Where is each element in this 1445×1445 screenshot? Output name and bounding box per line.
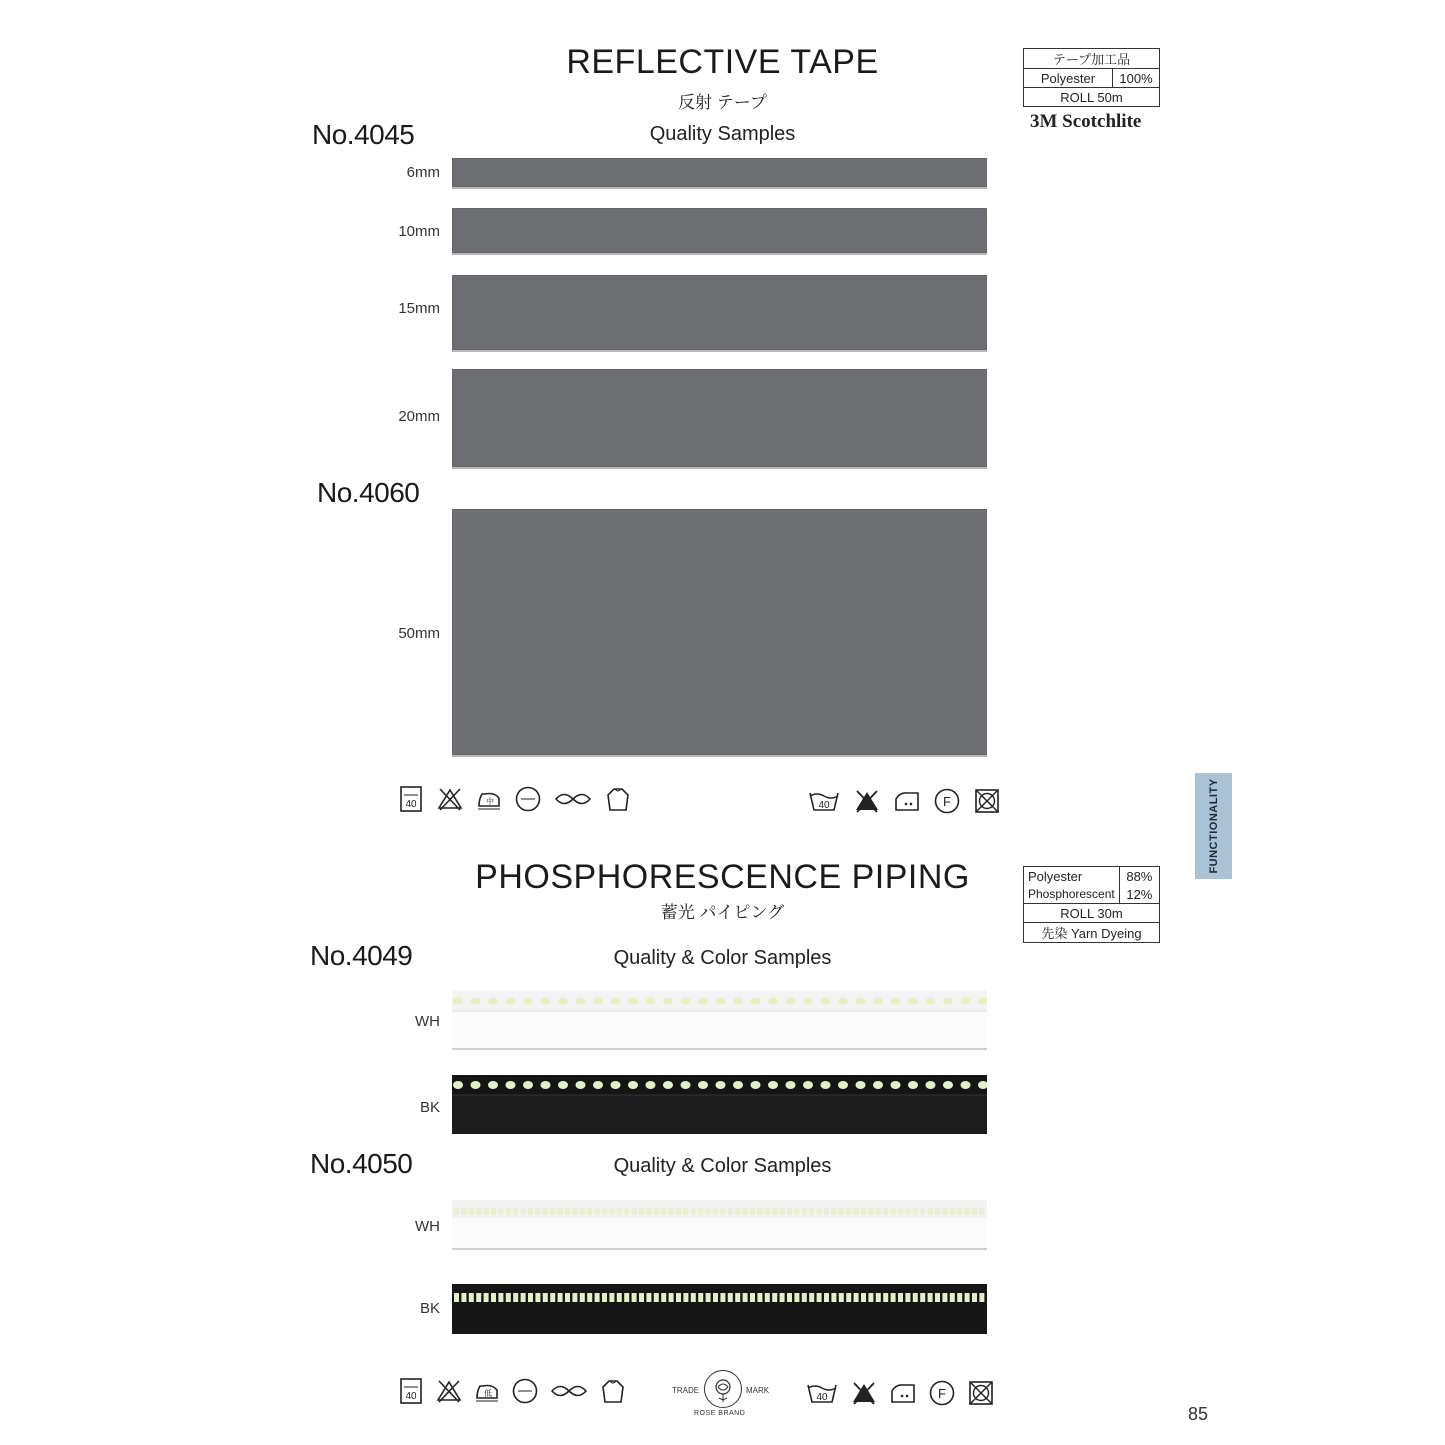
quality-samples-heading: Quality Samples [649, 123, 796, 145]
page-number: 85 [1188, 1404, 1209, 1424]
size-label-6mm: 6mm [406, 164, 440, 181]
phosphor-dot [663, 998, 673, 1005]
svg-text:F: F [938, 1386, 946, 1401]
phosphor-dot [926, 1081, 936, 1089]
phosphor-segment [735, 1208, 740, 1215]
phosphor-dot [558, 1081, 568, 1089]
phosphor-segment [817, 1208, 822, 1215]
phosphor-segment [883, 1293, 888, 1302]
phosphor-segment [565, 1293, 570, 1302]
care-icons-right-2 [806, 1380, 994, 1406]
phosphor-segment [683, 1208, 688, 1215]
phosphor-dot [541, 1081, 551, 1089]
phosphor-segment [595, 1293, 600, 1302]
no-chlorine-bleach-icon [851, 1380, 877, 1406]
tape-sample-20mm [452, 369, 987, 467]
phosphor-dot [663, 1081, 673, 1089]
phosphor-segment [506, 1208, 511, 1215]
phosphor-segment [669, 1293, 674, 1302]
phosphor-segment [572, 1208, 577, 1215]
phosphor-dot [593, 998, 603, 1005]
phosphor-dot [786, 1081, 796, 1089]
tape-sample-6mm [452, 158, 987, 187]
phosphor-segment [513, 1293, 518, 1302]
phosphor-segment [780, 1208, 785, 1215]
phosphor-segment [654, 1293, 659, 1302]
phosphor-segment [617, 1208, 622, 1215]
phosphor-segment [898, 1293, 903, 1302]
phosphor-segment [691, 1293, 696, 1302]
quality-color-samples-heading-4049: Quality & Color Samples [613, 947, 832, 969]
phosphor-segment [558, 1208, 563, 1215]
no-tumble-dry-icon [968, 1380, 994, 1406]
wring-gently-icon [550, 1378, 588, 1404]
reflective-title: REFLECTIVE TAPE [566, 43, 879, 81]
iron-low-icon [474, 1378, 500, 1404]
phosphor-dot [576, 998, 586, 1005]
phosphor-segment [750, 1293, 755, 1302]
dry-clean-icon [515, 786, 541, 812]
phosphor-dot [471, 1081, 481, 1089]
rose-logo-icon [704, 1370, 742, 1408]
phosphor-segment [913, 1293, 918, 1302]
phosphor-dot [856, 1081, 866, 1089]
phosphor-dot [908, 1081, 918, 1089]
phosphor-segment [609, 1208, 614, 1215]
phosphor-segment [824, 1293, 829, 1302]
wash-40-hand-icon [398, 1378, 424, 1404]
phosphor-segment [905, 1293, 910, 1302]
phosphor-dot [541, 998, 551, 1005]
dry-clean-f-icon [934, 788, 960, 814]
phosphor-segment [928, 1208, 933, 1215]
phosphor-dot [943, 998, 953, 1005]
dry-hanging-icon [605, 786, 631, 812]
phosphor-dot [453, 998, 463, 1005]
phosphor-segment [891, 1293, 896, 1302]
color-label-bk-4049: BK [419, 1099, 440, 1116]
phosphor-dot [926, 998, 936, 1005]
phosphor-segment [935, 1293, 940, 1302]
phosphor-segment [587, 1293, 592, 1302]
phosphor-dot [646, 998, 656, 1005]
color-label-bk-4050: BK [419, 1300, 440, 1317]
phosphor-segment [743, 1208, 748, 1215]
no-chlorine-bleach-icon [854, 788, 880, 814]
phosphor-segment [757, 1208, 762, 1215]
phosphor-segment [565, 1208, 570, 1215]
phosphor-dot [611, 1081, 621, 1089]
phosphor-segment [794, 1208, 799, 1215]
size-label-10mm: 10mm [398, 223, 440, 240]
wash-40-hand-icon [398, 786, 424, 812]
phosphor-segment [780, 1293, 785, 1302]
phosphor-segment [772, 1208, 777, 1215]
phosphor-segment [942, 1208, 947, 1215]
phosphor-segment [580, 1208, 585, 1215]
phosphor-segment [572, 1293, 577, 1302]
phosphor-dot [751, 998, 761, 1005]
phosphor-segment [935, 1208, 940, 1215]
phosphor-segment [905, 1208, 910, 1215]
phosphor-segment [735, 1293, 740, 1302]
phosphor-segment [521, 1293, 526, 1302]
product-number-4049: No.4049 [310, 940, 413, 971]
phosphor-dot [628, 998, 638, 1005]
phosphor-dot [453, 1081, 463, 1089]
phosphor-dot [908, 998, 918, 1005]
phosphor-spec-box [1023, 866, 1160, 943]
phosphor-dot [698, 1081, 708, 1089]
phosphor-segment [654, 1208, 659, 1215]
phosphor-segment [817, 1293, 822, 1302]
phosphor-segment [676, 1293, 681, 1302]
phosphor-segment [876, 1293, 881, 1302]
size-label-20mm: 20mm [398, 408, 440, 425]
phosphor-dot [786, 998, 796, 1005]
phosphor-segment [624, 1208, 629, 1215]
phosphor-dot [681, 998, 691, 1005]
line-dry-icon [894, 788, 920, 814]
phosphor-segment [587, 1208, 592, 1215]
phosphor-segment [691, 1208, 696, 1215]
phosphor-segment [743, 1293, 748, 1302]
tape-sample-10mm [452, 208, 987, 253]
phosphor-segment [868, 1293, 873, 1302]
phosphor-segment [972, 1208, 977, 1215]
no-tumble-dry-icon [974, 788, 1000, 814]
phosphor-segment [669, 1208, 674, 1215]
trademark-trade-text: TRADE [672, 1386, 700, 1395]
phosphor-segment [461, 1293, 466, 1302]
no-bleach-icon [436, 1378, 462, 1404]
phosphor-dot [961, 1081, 971, 1089]
phosphor-segment [794, 1293, 799, 1302]
phosphor-segment [787, 1293, 792, 1302]
phosphor-dot [961, 998, 971, 1005]
svg-text:40: 40 [405, 1391, 417, 1402]
phosphor-segment [713, 1293, 718, 1302]
phosphor-segment [683, 1293, 688, 1302]
brand-3m-scotchlite: 3M Scotchlite [1030, 111, 1142, 132]
phosphor-dot [593, 1081, 603, 1089]
phosphor-segment [979, 1208, 984, 1215]
care-icons-left-1 [398, 786, 631, 812]
phosphor-dot [733, 998, 743, 1005]
phosphor-dot [751, 1081, 761, 1089]
phosphor-segment [831, 1293, 836, 1302]
phosphor-dot [943, 1081, 953, 1089]
phosphor-segment [476, 1208, 481, 1215]
phosphor-segment [972, 1293, 977, 1302]
phosphor-segment [728, 1293, 733, 1302]
phosphor-dot [873, 1081, 883, 1089]
phosphor-segment [913, 1208, 918, 1215]
phosphor-segment [484, 1293, 489, 1302]
phosphor-segment [765, 1208, 770, 1215]
phosphor-segment [617, 1293, 622, 1302]
dry-hanging-icon [600, 1378, 626, 1404]
phosphor-dot [803, 1081, 813, 1089]
phosphor-segment [609, 1293, 614, 1302]
phosphor-segment [639, 1208, 644, 1215]
phosphor-segment [580, 1293, 585, 1302]
phosphor-segment [491, 1293, 496, 1302]
phosphor-segment [528, 1208, 533, 1215]
phosphor-dot [733, 1081, 743, 1089]
phosphor-segment [491, 1208, 496, 1215]
phosphor-dot [891, 998, 901, 1005]
phosphor-segment [868, 1208, 873, 1215]
phosphor-segment [469, 1208, 474, 1215]
phosphor-segment [861, 1293, 866, 1302]
size-label-15mm: 15mm [398, 300, 440, 317]
phosphor-segment [728, 1208, 733, 1215]
spec-dye: 先染 Yarn Dyeing [1024, 923, 1160, 943]
phosphor-segment [802, 1208, 807, 1215]
phosphor-segment [861, 1208, 866, 1215]
phosphor-dot [506, 1081, 516, 1089]
color-label-wh-4050: WH [415, 1218, 440, 1235]
phosphor-dot [838, 1081, 848, 1089]
phosphor-segment [698, 1208, 703, 1215]
phosphor-segment [846, 1293, 851, 1302]
phosphor-segment [543, 1208, 548, 1215]
phosphor-segment [824, 1208, 829, 1215]
phosphor-segment [454, 1208, 459, 1215]
phosphor-segment [854, 1208, 859, 1215]
phosphor-segment [543, 1293, 548, 1302]
phosphor-segment [639, 1293, 644, 1302]
phosphor-dot [611, 998, 621, 1005]
phosphor-segment [854, 1293, 859, 1302]
phosphor-segment [506, 1293, 511, 1302]
quality-color-samples-heading-4050: Quality & Color Samples [613, 1155, 832, 1177]
rose-brand-trademark [672, 1368, 772, 1428]
side-tab-label: FUNCTIONALITY [1207, 778, 1220, 874]
wring-gently-icon [554, 786, 592, 812]
trademark-rose-brand-text: ROSE BRAND [694, 1410, 746, 1417]
phosphor-dot [681, 1081, 691, 1089]
phosphor-dot [628, 1081, 638, 1089]
phosphor-segment [713, 1208, 718, 1215]
phosphor-segment [646, 1208, 651, 1215]
phosphor-segment [632, 1293, 637, 1302]
phosphor-segment [550, 1293, 555, 1302]
reflective-subtitle: 反射 テープ [678, 93, 767, 112]
phosphor-dot [856, 998, 866, 1005]
phosphor-segment [839, 1293, 844, 1302]
phosphor-segment [965, 1293, 970, 1302]
phosphor-dot [821, 1081, 831, 1089]
svg-text:F: F [943, 794, 951, 809]
product-number-4050: No.4050 [310, 1148, 413, 1179]
phosphor-dot [576, 1081, 586, 1089]
dry-clean-icon [512, 1378, 538, 1404]
phosphor-segment [942, 1293, 947, 1302]
phosphor-dot [558, 998, 568, 1005]
phosphor-segment [757, 1293, 762, 1302]
spec-roll: ROLL 30m [1024, 904, 1160, 923]
phosphor-segment [558, 1293, 563, 1302]
phosphor-dot [523, 998, 533, 1005]
phosphor-dot [716, 1081, 726, 1089]
phosphor-segment [787, 1208, 792, 1215]
phosphor-segment [809, 1293, 814, 1302]
svg-text:40: 40 [816, 1392, 828, 1403]
spec-roll: ROLL 50m [1024, 88, 1160, 107]
svg-text:40: 40 [818, 800, 830, 811]
spec-percent-2: 12% [1119, 885, 1159, 904]
phosphor-subtitle: 蓄光 パイピング [660, 903, 785, 922]
phosphor-segment [521, 1208, 526, 1215]
phosphor-segment [595, 1208, 600, 1215]
reflective-spec-box [1023, 48, 1160, 107]
spec-percent: 100% [1113, 69, 1160, 88]
phosphor-segment [498, 1293, 503, 1302]
phosphor-dot [716, 998, 726, 1005]
svg-text:低: 低 [484, 1389, 492, 1398]
phosphor-segment [698, 1293, 703, 1302]
trademark-mark-text: MARK [746, 1386, 770, 1395]
spec-material: Polyester [1024, 69, 1113, 88]
phosphor-segment [550, 1208, 555, 1215]
phosphor-segment [528, 1293, 533, 1302]
tape-sample-15mm [452, 275, 987, 350]
no-bleach-icon [437, 786, 463, 812]
phosphor-segment [461, 1208, 466, 1215]
phosphor-segment [839, 1208, 844, 1215]
phosphor-dot [506, 998, 516, 1005]
phosphor-dot [891, 1081, 901, 1089]
phosphor-dot [646, 1081, 656, 1089]
phosphor-segment [469, 1293, 474, 1302]
phosphor-segment [876, 1208, 881, 1215]
care-icons-left-2 [398, 1378, 626, 1404]
spec-material-2: Phosphorescent [1024, 885, 1120, 904]
phosphor-segment [802, 1293, 807, 1302]
phosphor-segment [535, 1208, 540, 1215]
phosphor-dot [873, 998, 883, 1005]
phosphor-segment [624, 1293, 629, 1302]
phosphor-title: PHOSPHORESCENCE PIPING [475, 858, 970, 896]
svg-text:中: 中 [486, 797, 494, 806]
phosphor-segment [706, 1208, 711, 1215]
phosphor-dot [803, 998, 813, 1005]
piping-sample-4049-bk [452, 1075, 987, 1136]
phosphor-dot [698, 998, 708, 1005]
phosphor-segment [476, 1293, 481, 1302]
phosphor-segment [676, 1208, 681, 1215]
phosphor-segment [831, 1208, 836, 1215]
phosphor-segment [535, 1293, 540, 1302]
phosphor-segment [950, 1208, 955, 1215]
phosphor-segment [920, 1208, 925, 1215]
tape-sample-50mm [452, 509, 987, 755]
phosphor-dot [488, 1081, 498, 1089]
phosphor-segment [602, 1293, 607, 1302]
color-label-wh-4049: WH [415, 1013, 440, 1030]
phosphor-dot [488, 998, 498, 1005]
phosphor-segment [809, 1208, 814, 1215]
wash-tub-40-icon [808, 788, 840, 814]
phosphor-segment [454, 1293, 459, 1302]
phosphor-segment [765, 1293, 770, 1302]
wash-tub-40-icon [806, 1380, 838, 1406]
phosphor-segment [661, 1293, 666, 1302]
phosphor-segment [706, 1293, 711, 1302]
phosphor-dot [821, 998, 831, 1005]
phosphor-dot [768, 998, 778, 1005]
spec-header: テープ加工品 [1024, 49, 1160, 69]
line-dry-icon [890, 1380, 916, 1406]
phosphor-dot [838, 998, 848, 1005]
phosphor-segment [772, 1293, 777, 1302]
phosphor-segment [957, 1293, 962, 1302]
phosphor-segment [513, 1208, 518, 1215]
phosphor-segment [965, 1208, 970, 1215]
phosphor-segment [720, 1208, 725, 1215]
phosphor-segment [883, 1208, 888, 1215]
size-label-50mm: 50mm [398, 625, 440, 642]
phosphor-segment [661, 1208, 666, 1215]
care-icons-right-1 [808, 788, 1000, 814]
phosphor-segment [498, 1208, 503, 1215]
phosphor-segment [720, 1293, 725, 1302]
phosphor-segment [891, 1208, 896, 1215]
phosphor-segment [484, 1208, 489, 1215]
product-number-4045: No.4045 [312, 119, 415, 150]
phosphor-segment [979, 1293, 984, 1302]
phosphor-segment [846, 1208, 851, 1215]
phosphor-segment [957, 1208, 962, 1215]
phosphor-dot [471, 998, 481, 1005]
phosphor-dot [523, 1081, 533, 1089]
phosphor-segment [950, 1293, 955, 1302]
phosphor-segment [898, 1208, 903, 1215]
piping-sample-4050-wh [452, 1200, 987, 1252]
phosphor-dot [768, 1081, 778, 1089]
spec-material-1: Polyester [1024, 867, 1120, 886]
phosphor-segment [920, 1293, 925, 1302]
piping-sample-4049-wh [452, 991, 987, 1053]
phosphor-segment [632, 1208, 637, 1215]
phosphor-segment [602, 1208, 607, 1215]
product-number-4060: No.4060 [317, 477, 420, 508]
svg-text:40: 40 [405, 799, 417, 810]
phosphor-segment [646, 1293, 651, 1302]
phosphor-segment [750, 1208, 755, 1215]
iron-medium-icon [476, 786, 502, 812]
piping-sample-4050-bk [452, 1284, 987, 1334]
phosphor-segment [928, 1293, 933, 1302]
dry-clean-f-icon [929, 1380, 955, 1406]
spec-percent-1: 88% [1119, 867, 1159, 886]
